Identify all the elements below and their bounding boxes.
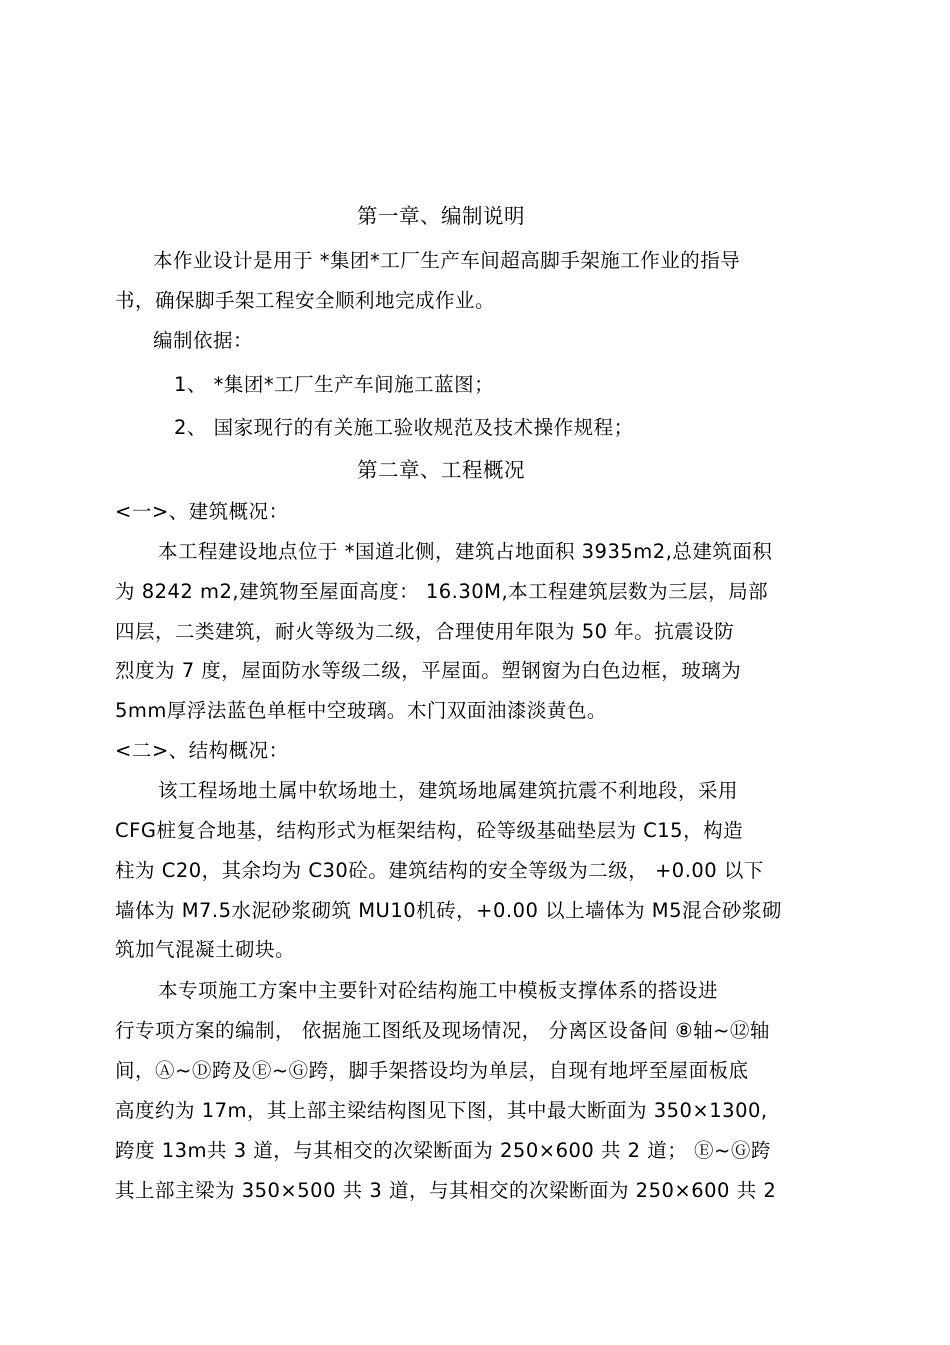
paragraph-line: 本作业设计是用于 *集团*工厂生产车间超高脚手架施工作业的指导 — [153, 249, 741, 272]
section-heading: <二>、结构概况： — [115, 739, 289, 762]
paragraph-line: 烈度为 7 度，屋面防水等级二级，平屋面。塑钢窗为白色边框，玻璃为 — [115, 659, 742, 682]
paragraph-line: 行专项方案的编制， 依据施工图纸及现场情况， 分离区设备间 ⑧轴~⑫轴 — [115, 1019, 770, 1042]
basis-label: 编制依据： — [153, 329, 254, 352]
paragraph-line: 柱为 C20，其余均为 C30砼。建筑结构的安全等级为二级， +0.00 以下 — [115, 859, 764, 882]
paragraph-line: CFG桩复合地基，结构形式为框架结构，砼等级基础垫层为 C15，构造 — [115, 819, 744, 842]
paragraph-line: 筑加气混凝土砌块。 — [115, 938, 296, 961]
paragraph-line: 该工程场地土属中软场地土，建筑场地属建筑抗震不利地段，采用 — [158, 779, 739, 802]
paragraph-line: 跨度 13m共 3 道，与其相交的次梁断面为 250×600 共 2 道； Ⓔ~Ⓖ跨 — [115, 1139, 771, 1162]
basis-item: 1、 *集团*工厂生产车间施工蓝图； — [174, 373, 495, 396]
paragraph-line: 四层，二类建筑，耐火等级为二级，合理使用年限为 50 年。抗震设防 — [115, 620, 735, 643]
paragraph-line: 间，Ⓐ~Ⓓ跨及Ⓔ~Ⓖ跨，脚手架搭设均为单层，自现有地坪至屋面板底 — [115, 1059, 749, 1082]
paragraph-line: 本工程建设地点位于 *国道北侧，建筑占地面积 3935m2,总建筑面积 — [158, 540, 773, 563]
paragraph-line: 书，确保脚手架工程安全顺利地完成作业。 — [115, 289, 496, 312]
paragraph-line: 高度约为 17m，其上部主梁结构图见下图，其中最大断面为 350×1300, — [115, 1099, 768, 1122]
paragraph-line: 本专项施工方案中主要针对砼结构施工中模板支撑体系的搭设进 — [158, 979, 719, 1002]
section-heading: <一>、建筑概况： — [115, 500, 289, 523]
paragraph-line: 为 8242 m2,建筑物至屋面高度： 16.30M,本工程建筑层数为三层，局部 — [115, 580, 769, 603]
paragraph-line: 其上部主梁为 350×500 共 3 道，与其相交的次梁断面为 250×600 共 2 — [115, 1179, 777, 1202]
paragraph-line: 墙体为 M7.5水泥砂浆砌筑 MU10机砖，+0.00 以上墙体为 M5混合砂浆砌 — [115, 899, 783, 922]
chapter-2-title: 第二章、工程概况 — [357, 458, 525, 482]
basis-item: 2、 国家现行的有关施工验收规范及技术操作规程； — [174, 416, 634, 439]
paragraph-line: 5mm厚浮法蓝色单框中空玻璃。木门双面油漆淡黄色。 — [115, 699, 607, 722]
chapter-1-title: 第一章、编制说明 — [357, 204, 525, 228]
